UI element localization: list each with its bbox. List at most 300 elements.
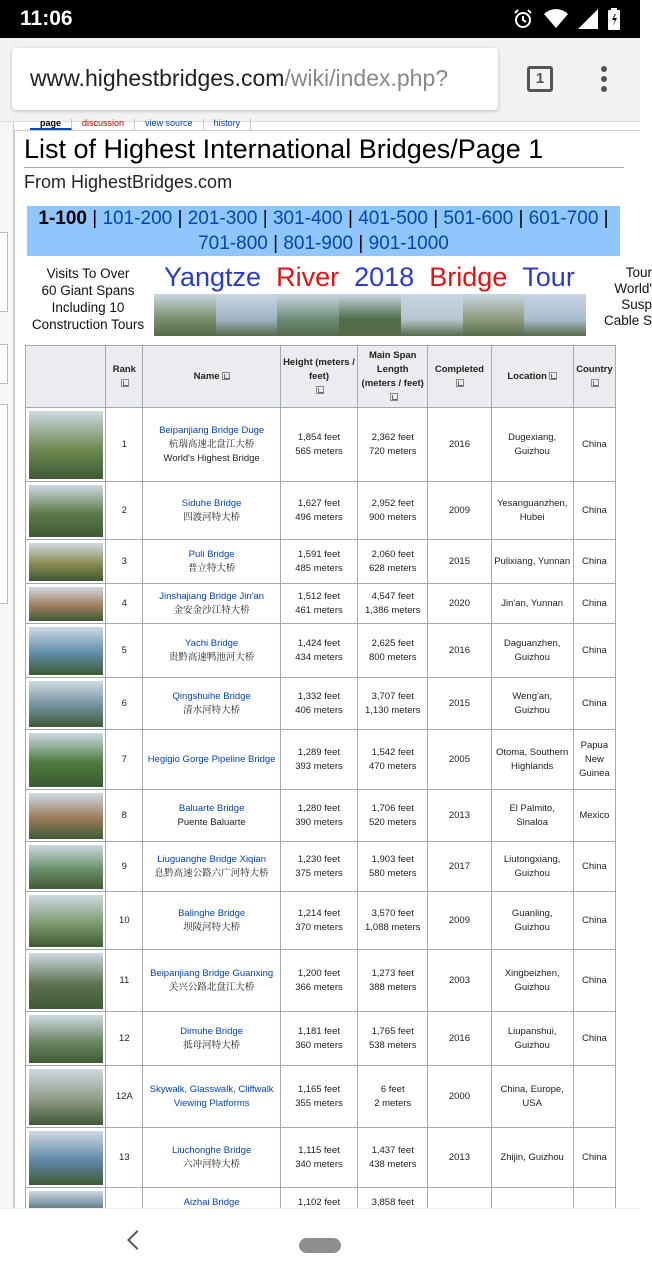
name-cell	[143, 624, 280, 678]
bridge-name-local: 贵黔高速鸭池河大桥	[168, 651, 255, 663]
country-cell[interactable]: China	[573, 842, 615, 892]
banner-line: Including 10	[51, 300, 125, 315]
height-meters: 496 meters	[295, 511, 343, 523]
url-host: www.highestbridges.com	[30, 65, 285, 91]
page-range-link[interactable]: 101-200	[102, 208, 173, 229]
location-cell: Liutongxiang, Guizhou	[491, 842, 573, 892]
page-range-link[interactable]: 701-800	[198, 233, 268, 254]
clock: 11:06	[20, 7, 73, 30]
span-cell	[358, 584, 428, 624]
completed-cell: 2013	[428, 790, 491, 842]
tab-history[interactable]: history	[204, 118, 252, 130]
span-feet: 4,547 feet	[371, 590, 414, 602]
country-cell[interactable]: Papua New Guinea	[573, 730, 615, 790]
browser-toolbar	[0, 38, 640, 122]
completed-cell: 2009	[428, 892, 491, 950]
span-meters: 2 meters	[374, 1097, 412, 1109]
image-cell	[26, 540, 106, 584]
left-sidebar-edge	[0, 122, 14, 1208]
bridge-note: World's Highest Bridge	[163, 452, 260, 464]
span-feet: 2,362 feet	[371, 431, 414, 443]
status-bar	[0, 0, 640, 38]
height-meters: 461 meters	[295, 604, 343, 616]
bridge-name-local: 金安金沙江特大桥	[173, 604, 250, 616]
bridge-photo[interactable]	[29, 1015, 103, 1063]
location-cell: China, Europe, USA	[491, 1066, 573, 1128]
banner-photo	[524, 294, 586, 336]
bridge-photo[interactable]	[29, 681, 103, 727]
headline-word: Yangtze	[164, 262, 262, 292]
height-feet: 1,627 feet	[297, 497, 341, 509]
span-cell	[358, 1066, 428, 1128]
table-row	[26, 790, 616, 842]
rank-cell: 4	[106, 584, 143, 624]
bridge-name-local: 四渡河特大桥	[183, 511, 241, 523]
table-row	[26, 1012, 616, 1066]
height-feet: 1,332 feet	[297, 690, 341, 702]
table-row	[26, 624, 616, 678]
name-cell	[143, 790, 280, 842]
bridge-name-link[interactable]: Balinghe Bridge	[178, 907, 246, 919]
height-cell	[280, 892, 357, 950]
table-row	[26, 1128, 616, 1188]
status-icons	[512, 8, 620, 35]
location-cell: Guanling, Guizhou	[491, 892, 573, 950]
span-cell	[358, 1128, 428, 1188]
banner-photo	[401, 294, 463, 336]
bridge-photo[interactable]	[29, 587, 103, 621]
bridge-photo[interactable]	[29, 543, 103, 581]
span-meters: 470 meters	[368, 760, 417, 772]
image-cell	[26, 408, 106, 482]
tab-switcher-button[interactable]: 1	[527, 66, 553, 92]
page-range-link[interactable]: 601-700	[528, 208, 599, 229]
span-cell	[358, 540, 428, 584]
signal-icon	[578, 9, 598, 34]
rank-cell: 3	[106, 540, 143, 584]
image-cell	[26, 730, 106, 790]
wifi-icon	[544, 9, 568, 34]
height-feet: 1,214 feet	[297, 907, 341, 919]
location-cell: Daguanzhen, Guizhou	[491, 624, 573, 678]
image-cell	[26, 624, 106, 678]
header-label: Completed	[434, 363, 484, 375]
span-feet: 1,706 feet	[371, 802, 414, 814]
span-meters: 520 meters	[368, 816, 417, 828]
completed-cell: 2016	[428, 624, 491, 678]
span-cell	[358, 624, 428, 678]
bridge-photo[interactable]	[29, 953, 103, 1009]
bridge-name-link[interactable]: Jinshajiang Bridge Jin'an	[159, 590, 265, 602]
battery-icon	[608, 8, 620, 35]
bridge-name-link[interactable]: Beipanjiang Bridge Guanxing	[150, 967, 274, 979]
span-cell	[358, 482, 428, 540]
page-range-link[interactable]: 801-900	[283, 233, 354, 254]
table-header-row	[26, 346, 616, 408]
location-cell: Liupanshui, Guizhou	[491, 1012, 573, 1066]
span-feet: 3,707 feet	[371, 690, 414, 702]
span-meters: 1,386 meters	[364, 604, 421, 616]
height-cell	[280, 584, 357, 624]
table-row	[26, 892, 616, 950]
banner-line: Visits To Over	[46, 266, 130, 281]
height-meters: 434 meters	[295, 651, 343, 663]
location-cell: Pulixiang, Yunnan	[491, 540, 573, 584]
banner-left-text	[24, 265, 152, 333]
banner-line: World'	[614, 281, 652, 296]
sort-icon[interactable]	[591, 379, 599, 387]
bridge-name-local: 关兴公路北盘江大桥	[168, 981, 255, 993]
bridge-name-link[interactable]: Dimuhe Bridge	[180, 1025, 244, 1037]
image-cell	[26, 892, 106, 950]
banner-headline	[164, 262, 584, 293]
banner-line: Construction Tours	[31, 317, 145, 332]
table-row	[26, 950, 616, 1012]
page-range-link[interactable]: 201-300	[187, 208, 258, 229]
height-cell	[280, 1128, 357, 1188]
banner-photo	[463, 294, 525, 336]
span-meters: 388 meters	[368, 981, 417, 993]
completed-cell: 2015	[428, 540, 491, 584]
bridge-photo[interactable]	[29, 1131, 103, 1185]
completed-cell: 2013	[428, 1128, 491, 1188]
header-label: Country	[576, 363, 613, 375]
height-cell	[280, 1066, 357, 1128]
rank-cell: 12	[106, 1012, 143, 1066]
bridge-name-local: Puente Baluarte	[177, 816, 246, 828]
rank-cell: 7	[106, 730, 143, 790]
bridge-photo[interactable]	[29, 845, 103, 889]
page-range-link[interactable]: 501-600	[443, 208, 514, 229]
header-span[interactable]	[358, 346, 428, 408]
country-cell[interactable]: China	[573, 950, 615, 1012]
country-cell[interactable]	[573, 1066, 615, 1128]
sidebar-box	[0, 404, 8, 604]
height-feet: 1,102 feet	[297, 1196, 341, 1208]
name-cell	[143, 584, 280, 624]
height-feet: 1,165 feet	[297, 1083, 341, 1095]
span-feet: 1,903 feet	[371, 853, 414, 865]
span-cell	[358, 842, 428, 892]
name-cell	[143, 408, 280, 482]
page-range-link[interactable]: 401-500	[358, 208, 428, 229]
height-meters: 370 meters	[295, 921, 343, 933]
name-cell	[143, 678, 280, 730]
page-range-link[interactable]: 301-400	[272, 208, 343, 229]
name-cell	[143, 892, 280, 950]
headline-word: 2018	[354, 262, 415, 292]
height-cell	[280, 790, 357, 842]
bridge-name-link[interactable]: Beipanjiang Bridge Duge	[159, 424, 265, 436]
completed-cell: 2003	[428, 950, 491, 1012]
country-cell[interactable]: China	[573, 482, 615, 540]
location-cell: Otoma, Southern Highlands	[491, 730, 573, 790]
sort-icon[interactable]	[121, 379, 129, 387]
completed-cell: 2020	[428, 584, 491, 624]
location-cell: Weng'an, Guizhou	[491, 678, 573, 730]
span-meters: 900 meters	[368, 511, 417, 523]
span-feet: 2,952 feet	[371, 497, 414, 509]
bridge-photo[interactable]	[29, 411, 103, 479]
height-cell	[280, 730, 357, 790]
height-meters: 390 meters	[295, 816, 343, 828]
span-feet: 2,060 feet	[371, 548, 414, 560]
bridges-table	[25, 345, 616, 1218]
height-meters: 340 meters	[295, 1158, 343, 1170]
span-cell	[358, 1012, 428, 1066]
height-feet: 1,280 feet	[297, 802, 341, 814]
site-subtitle: From HighestBridges.com	[24, 172, 233, 192]
sidebar-box	[0, 232, 8, 312]
table-row	[26, 482, 616, 540]
image-cell	[26, 1066, 106, 1128]
location-cell: Jin'an, Yunnan	[491, 584, 573, 624]
name-cell	[143, 1012, 280, 1066]
height-feet: 1,230 feet	[297, 853, 341, 865]
span-feet: 1,542 feet	[371, 746, 414, 758]
bridge-name-local: 息黔高速公路六广河特大桥	[154, 867, 269, 879]
banner-photo	[277, 294, 339, 336]
location-cell: Dugexiang, Guizhou	[491, 408, 573, 482]
height-cell	[280, 408, 357, 482]
height-cell	[280, 842, 357, 892]
name-cell	[143, 1128, 280, 1188]
tab-page[interactable]: page	[30, 118, 72, 130]
height-feet: 1,115 feet	[298, 1144, 340, 1156]
header-label: Main Span Length (meters / feet)	[361, 349, 424, 389]
headline-word: River	[276, 262, 340, 292]
header-location[interactable]	[491, 346, 573, 408]
image-cell	[26, 950, 106, 1012]
name-cell	[143, 540, 280, 584]
url-path: /wiki/index.php?	[284, 65, 449, 91]
rank-cell: 11	[106, 950, 143, 1012]
bridge-name-link[interactable]: Puli Bridge	[188, 548, 235, 560]
banner-line: Cable S	[603, 313, 652, 328]
completed-cell: 2015	[428, 678, 491, 730]
height-cell	[280, 624, 357, 678]
headline-word: Bridge	[429, 262, 508, 292]
location-cell: El Palmito, Sinaloa	[491, 790, 573, 842]
header-completed[interactable]	[428, 346, 491, 408]
completed-cell: 2017	[428, 842, 491, 892]
image-cell	[26, 482, 106, 540]
table-row	[26, 584, 616, 624]
system-nav-bar	[0, 1208, 640, 1280]
span-meters: 438 meters	[368, 1158, 417, 1170]
table-row	[26, 408, 616, 482]
header-height[interactable]	[280, 346, 357, 408]
rank-cell: 13	[106, 1128, 143, 1188]
bridge-photo[interactable]	[29, 1069, 103, 1125]
height-meters: 360 meters	[295, 1039, 343, 1051]
rank-cell: 10	[106, 892, 143, 950]
height-feet: 1,512 feet	[297, 590, 341, 602]
banner-photo	[339, 294, 401, 336]
bridge-name-local: 杭瑞高速北盘江大桥	[168, 438, 255, 450]
image-cell	[26, 678, 106, 730]
table-row	[26, 678, 616, 730]
bridge-name-local: 抵母河特大桥	[183, 1039, 241, 1051]
banner-line: Tour	[625, 265, 652, 280]
span-meters: 720 meters	[368, 445, 417, 457]
bridge-name-link[interactable]: Siduhe Bridge	[181, 497, 242, 509]
page-range-nav: 1-100 | 101-200 | 201-300 | 301-400 | 401-500 | 501-600 | 601-700 | 701-800 | 801-900 | 901-1000	[27, 206, 620, 256]
bridge-photo[interactable]	[29, 733, 103, 787]
height-feet: 1,289 feet	[297, 746, 341, 758]
header-country[interactable]	[573, 346, 615, 408]
table-row	[26, 842, 616, 892]
content-area	[14, 118, 652, 1208]
rank-cell: 12A	[106, 1066, 143, 1128]
bridge-name-link[interactable]: Qingshuihe Bridge	[172, 690, 251, 702]
banner-line: 60 Giant Spans	[41, 283, 135, 298]
bridge-name-link[interactable]: Yachi Bridge	[185, 637, 239, 649]
country-cell[interactable]: China	[573, 1128, 615, 1188]
span-feet: 1,765 feet	[371, 1025, 414, 1037]
span-feet: 1,437 feet	[371, 1144, 414, 1156]
header-label: Height (meters / feet)	[283, 356, 355, 382]
span-meters: 1,088 meters	[364, 921, 421, 933]
span-feet: 1,273 feet	[371, 967, 414, 979]
image-cell	[26, 584, 106, 624]
sort-icon[interactable]	[390, 393, 398, 401]
page-range-link[interactable]: 901-1000	[368, 233, 449, 254]
completed-cell: 2005	[428, 730, 491, 790]
bridge-name-local: 六冲河特大桥	[183, 1158, 241, 1170]
span-feet: 6 feet	[380, 1083, 405, 1095]
height-cell	[280, 482, 357, 540]
height-meters: 485 meters	[295, 562, 343, 574]
back-icon[interactable]	[127, 1230, 147, 1250]
name-cell	[143, 730, 280, 790]
height-cell	[280, 540, 357, 584]
height-cell	[280, 950, 357, 1012]
sort-icon[interactable]	[316, 386, 324, 394]
country-cell[interactable]: China	[573, 624, 615, 678]
country-cell[interactable]: China	[573, 892, 615, 950]
banner-photo	[216, 294, 278, 336]
name-cell	[143, 1066, 280, 1128]
height-cell	[280, 1012, 357, 1066]
span-cell	[358, 730, 428, 790]
image-cell	[26, 790, 106, 842]
rank-cell: 9	[106, 842, 143, 892]
rank-cell: 8	[106, 790, 143, 842]
sidebar-box	[0, 344, 8, 384]
tour-banner[interactable]	[24, 262, 652, 338]
rank-cell: 1	[106, 408, 143, 482]
header-label: Rank	[112, 363, 136, 375]
span-meters: 800 meters	[368, 651, 417, 663]
completed-cell: 2009	[428, 482, 491, 540]
banner-right-text	[592, 265, 652, 329]
rank-cell: 5	[106, 624, 143, 678]
bridge-name-link[interactable]: Liuchonghe Bridge	[172, 1144, 252, 1156]
name-cell	[143, 950, 280, 1012]
overflow-menu-icon[interactable]	[600, 66, 608, 94]
header-label: Location	[507, 370, 547, 382]
bridge-photo[interactable]	[29, 485, 103, 537]
height-feet: 1,181 feet	[297, 1025, 341, 1037]
rank-cell: 2	[106, 482, 143, 540]
bridge-photo[interactable]	[29, 627, 103, 675]
alarm-icon	[512, 8, 534, 35]
height-meters: 366 meters	[295, 981, 343, 993]
page-range-current: 1-100	[38, 208, 87, 229]
bridge-name-link[interactable]: Skywalk, Glasswalk, Cliffwalk Viewing Platforms	[149, 1083, 274, 1109]
headline-word: Tour	[522, 262, 575, 292]
sort-icon[interactable]	[222, 372, 230, 380]
rank-cell: 6	[106, 678, 143, 730]
header-image	[26, 346, 106, 408]
sort-icon[interactable]	[456, 379, 464, 387]
country-cell[interactable]: China	[573, 408, 615, 482]
tab-view-source[interactable]: view source	[135, 118, 204, 130]
header-name[interactable]	[143, 346, 280, 408]
name-cell	[143, 842, 280, 892]
tab-discussion[interactable]: discussion	[72, 118, 135, 130]
wiki-tabs	[30, 118, 251, 130]
page-title: List of Highest International Bridges/Page 1	[24, 134, 624, 168]
url-bar[interactable]	[12, 48, 498, 110]
bridge-name-link[interactable]: Hegigio Gorge Pipeline Bridge	[147, 753, 276, 765]
bridge-name-local: 普立特大桥	[187, 562, 236, 574]
country-cell[interactable]: Mexico	[573, 790, 615, 842]
country-cell[interactable]: China	[573, 1012, 615, 1066]
country-cell[interactable]: China	[573, 584, 615, 624]
height-meters: 565 meters	[295, 445, 343, 457]
height-cell	[280, 678, 357, 730]
image-cell	[26, 1012, 106, 1066]
completed-cell: 2000	[428, 1066, 491, 1128]
image-cell	[26, 1128, 106, 1188]
span-cell	[358, 678, 428, 730]
span-cell	[358, 790, 428, 842]
header-rank[interactable]	[106, 346, 143, 408]
bridge-name-link[interactable]: Aizhai Bridge	[183, 1196, 240, 1208]
height-feet: 1,854 feet	[297, 431, 341, 443]
height-feet: 1,424 feet	[297, 637, 341, 649]
sort-icon[interactable]	[549, 372, 557, 380]
span-feet: 3,858 feet	[371, 1196, 414, 1208]
span-feet: 3,570 feet	[371, 907, 414, 919]
height-meters: 406 meters	[295, 704, 343, 716]
completed-cell: 2016	[428, 1012, 491, 1066]
bridge-name-link[interactable]: Baluarte Bridge	[178, 802, 245, 814]
span-cell	[358, 408, 428, 482]
location-cell: Xingbeizhen, Guizhou	[491, 950, 573, 1012]
home-pill[interactable]	[299, 1238, 341, 1253]
height-feet: 1,591 feet	[297, 548, 341, 560]
banner-photo-strip	[154, 294, 586, 336]
span-meters: 580 meters	[368, 867, 417, 879]
banner-line: Susp	[621, 297, 652, 312]
header-label: Name	[193, 370, 220, 382]
bridge-photo[interactable]	[29, 895, 103, 947]
location-cell: Zhijin, Guizhou	[491, 1128, 573, 1188]
span-meters: 628 meters	[368, 562, 417, 574]
span-feet: 2,625 feet	[371, 637, 414, 649]
table-row	[26, 1066, 616, 1128]
bridge-name-local: 坝陵河特大桥	[183, 921, 241, 933]
bridge-photo[interactable]	[29, 793, 103, 839]
country-cell[interactable]: China	[573, 540, 615, 584]
image-cell	[26, 842, 106, 892]
banner-photo	[154, 294, 216, 336]
bridge-name-link[interactable]: Liuguanghe Bridge Xiqian	[157, 853, 267, 865]
country-cell[interactable]: China	[573, 678, 615, 730]
